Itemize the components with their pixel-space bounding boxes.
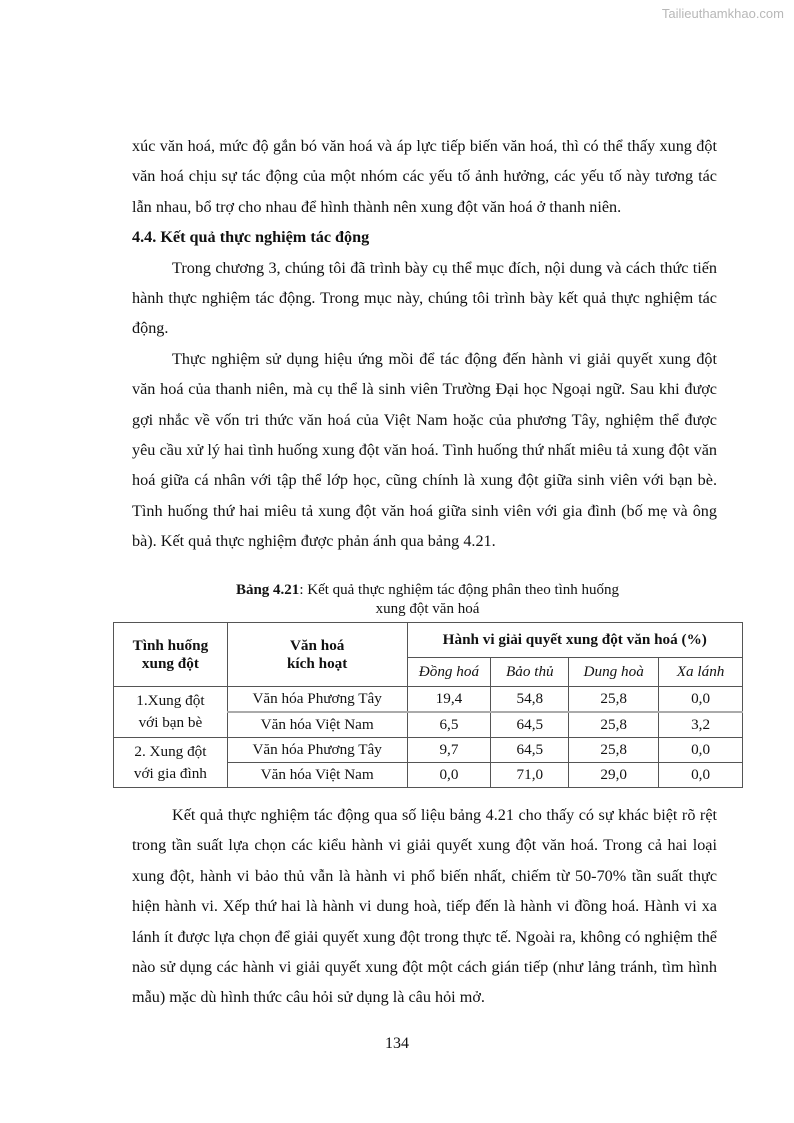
table-caption — [113, 581, 742, 619]
page-number: 134 — [385, 1035, 409, 1052]
caption-line-1: : Kết quả thực nghiệm tác động phân theo tình huống — [299, 582, 620, 598]
value-cell: 0,0 — [659, 687, 743, 713]
paragraph-2: Thực nghiệm sử dụng hiệu ứng mồi để tác động đến hành vi giải quyết xung đột văn hoá của thanh niên, mà cụ thể là sinh viên Trường Đại học Ngoại ngữ. Sau khi được gợi nhắc về vốn tri thức văn hoá của Việt Nam hoặc của phương Tây, nghiệm thể được yêu cầu xử lý hai tình huống xung đột văn hoá. Tình huống thứ nhất miêu tả xung đột văn hoá giữa cá nhân với tập thể lớp học, cũng chính là xung đột giữa sinh viên với bạn bè. Tình huống thứ hai miêu tả xung đột văn hoá giữa sinh viên với gia đình (bố mẹ và ông bà). Kết quả thực nghiệm được phản ánh qua bảng 4.21. — [132, 349, 717, 551]
table-row — [114, 738, 743, 763]
table-row — [114, 687, 743, 713]
value-cell: 25,8 — [569, 712, 659, 738]
value-cell: 64,5 — [491, 712, 569, 738]
header-culture: Văn hoá kích hoạt — [227, 623, 407, 687]
value-cell: 0,0 — [659, 763, 743, 788]
page-body — [132, 131, 717, 557]
header-bao-thu: Bảo thủ — [491, 658, 569, 687]
table-header-row — [114, 623, 743, 658]
value-cell: 25,8 — [569, 738, 659, 763]
header-dung-hoa: Dung hoà — [569, 658, 659, 687]
value-cell: 54,8 — [491, 687, 569, 713]
value-cell: 9,7 — [407, 738, 491, 763]
value-cell: 25,8 — [569, 687, 659, 713]
culture-cell: Văn hóa Việt Nam — [227, 763, 407, 788]
value-cell: 29,0 — [569, 763, 659, 788]
results-table — [113, 622, 743, 788]
header-situation: Tình huống xung đột — [114, 623, 228, 687]
post-table-body — [132, 800, 717, 1013]
value-cell: 0,0 — [407, 763, 491, 788]
culture-cell: Văn hóa Việt Nam — [227, 712, 407, 738]
value-cell: 19,4 — [407, 687, 491, 713]
paragraph-1: Trong chương 3, chúng tôi đã trình bày cụ thể mục đích, nội dung và cách thức tiến hành thực nghiệm tác động. Trong mục này, chúng tôi trình bày kết quả thực nghiệm tác động. — [132, 258, 717, 338]
value-cell: 3,2 — [659, 712, 743, 738]
value-cell: 0,0 — [659, 738, 743, 763]
caption-label: Bảng 4.21 — [235, 582, 300, 598]
section-heading: 4.4. Kết quả thực nghiệm tác động — [132, 228, 370, 247]
culture-cell: Văn hóa Phương Tây — [227, 738, 407, 763]
header-behavior-group: Hành vi giải quyết xung đột văn hoá (%) — [407, 623, 743, 658]
value-cell: 64,5 — [491, 738, 569, 763]
situation-cell: 2. Xung đột với gia đình — [114, 738, 228, 788]
watermark: Tailieuthamkhao.com — [661, 6, 784, 21]
value-cell: 71,0 — [491, 763, 569, 788]
header-xa-lanh: Xa lánh — [659, 658, 743, 687]
culture-cell: Văn hóa Phương Tây — [227, 687, 407, 713]
intro-paragraph: xúc văn hoá, mức độ gắn bó văn hoá và áp lực tiếp biến văn hoá, thì có thể thấy xung đột văn hoá chịu sự tác động của một nhóm các yếu tố ảnh hưởng, các yếu tố này tương tác lẫn nhau, bổ trợ cho nhau để hình thành nên xung đột văn hoá ở thanh niên. — [132, 137, 717, 216]
value-cell: 6,5 — [407, 712, 491, 738]
situation-cell: 1.Xung đột với bạn bè — [114, 687, 228, 738]
caption-line-2: xung đột văn hoá — [375, 601, 480, 617]
paragraph-3: Kết quả thực nghiệm tác động qua số liệu bảng 4.21 cho thấy có sự khác biệt rõ rệt trong tần suất lựa chọn các kiểu hành vi giải quyết xung đột văn hoá. Trong cả hai loại xung đột, hành vi bảo thủ vẫn là hành vi phổ biến nhất, chiếm từ 50-70% tần suất thực hiện hành vi. Xếp thứ hai là hành vi dung hoà, tiếp đến là hành vi đồng hoá. Hành vi xa lánh ít được lựa chọn để giải quyết xung đột trong thực tế. Ngoài ra, không có nghiệm thể nào sử dụng các hành vi giải quyết xung đột một cách gián tiếp (như lảng tránh, tìm hình mẫu) mặc dù hình thức câu hỏi sử dụng là câu hỏi mở. — [132, 806, 717, 1007]
header-dong-hoa: Đồng hoá — [407, 658, 491, 687]
